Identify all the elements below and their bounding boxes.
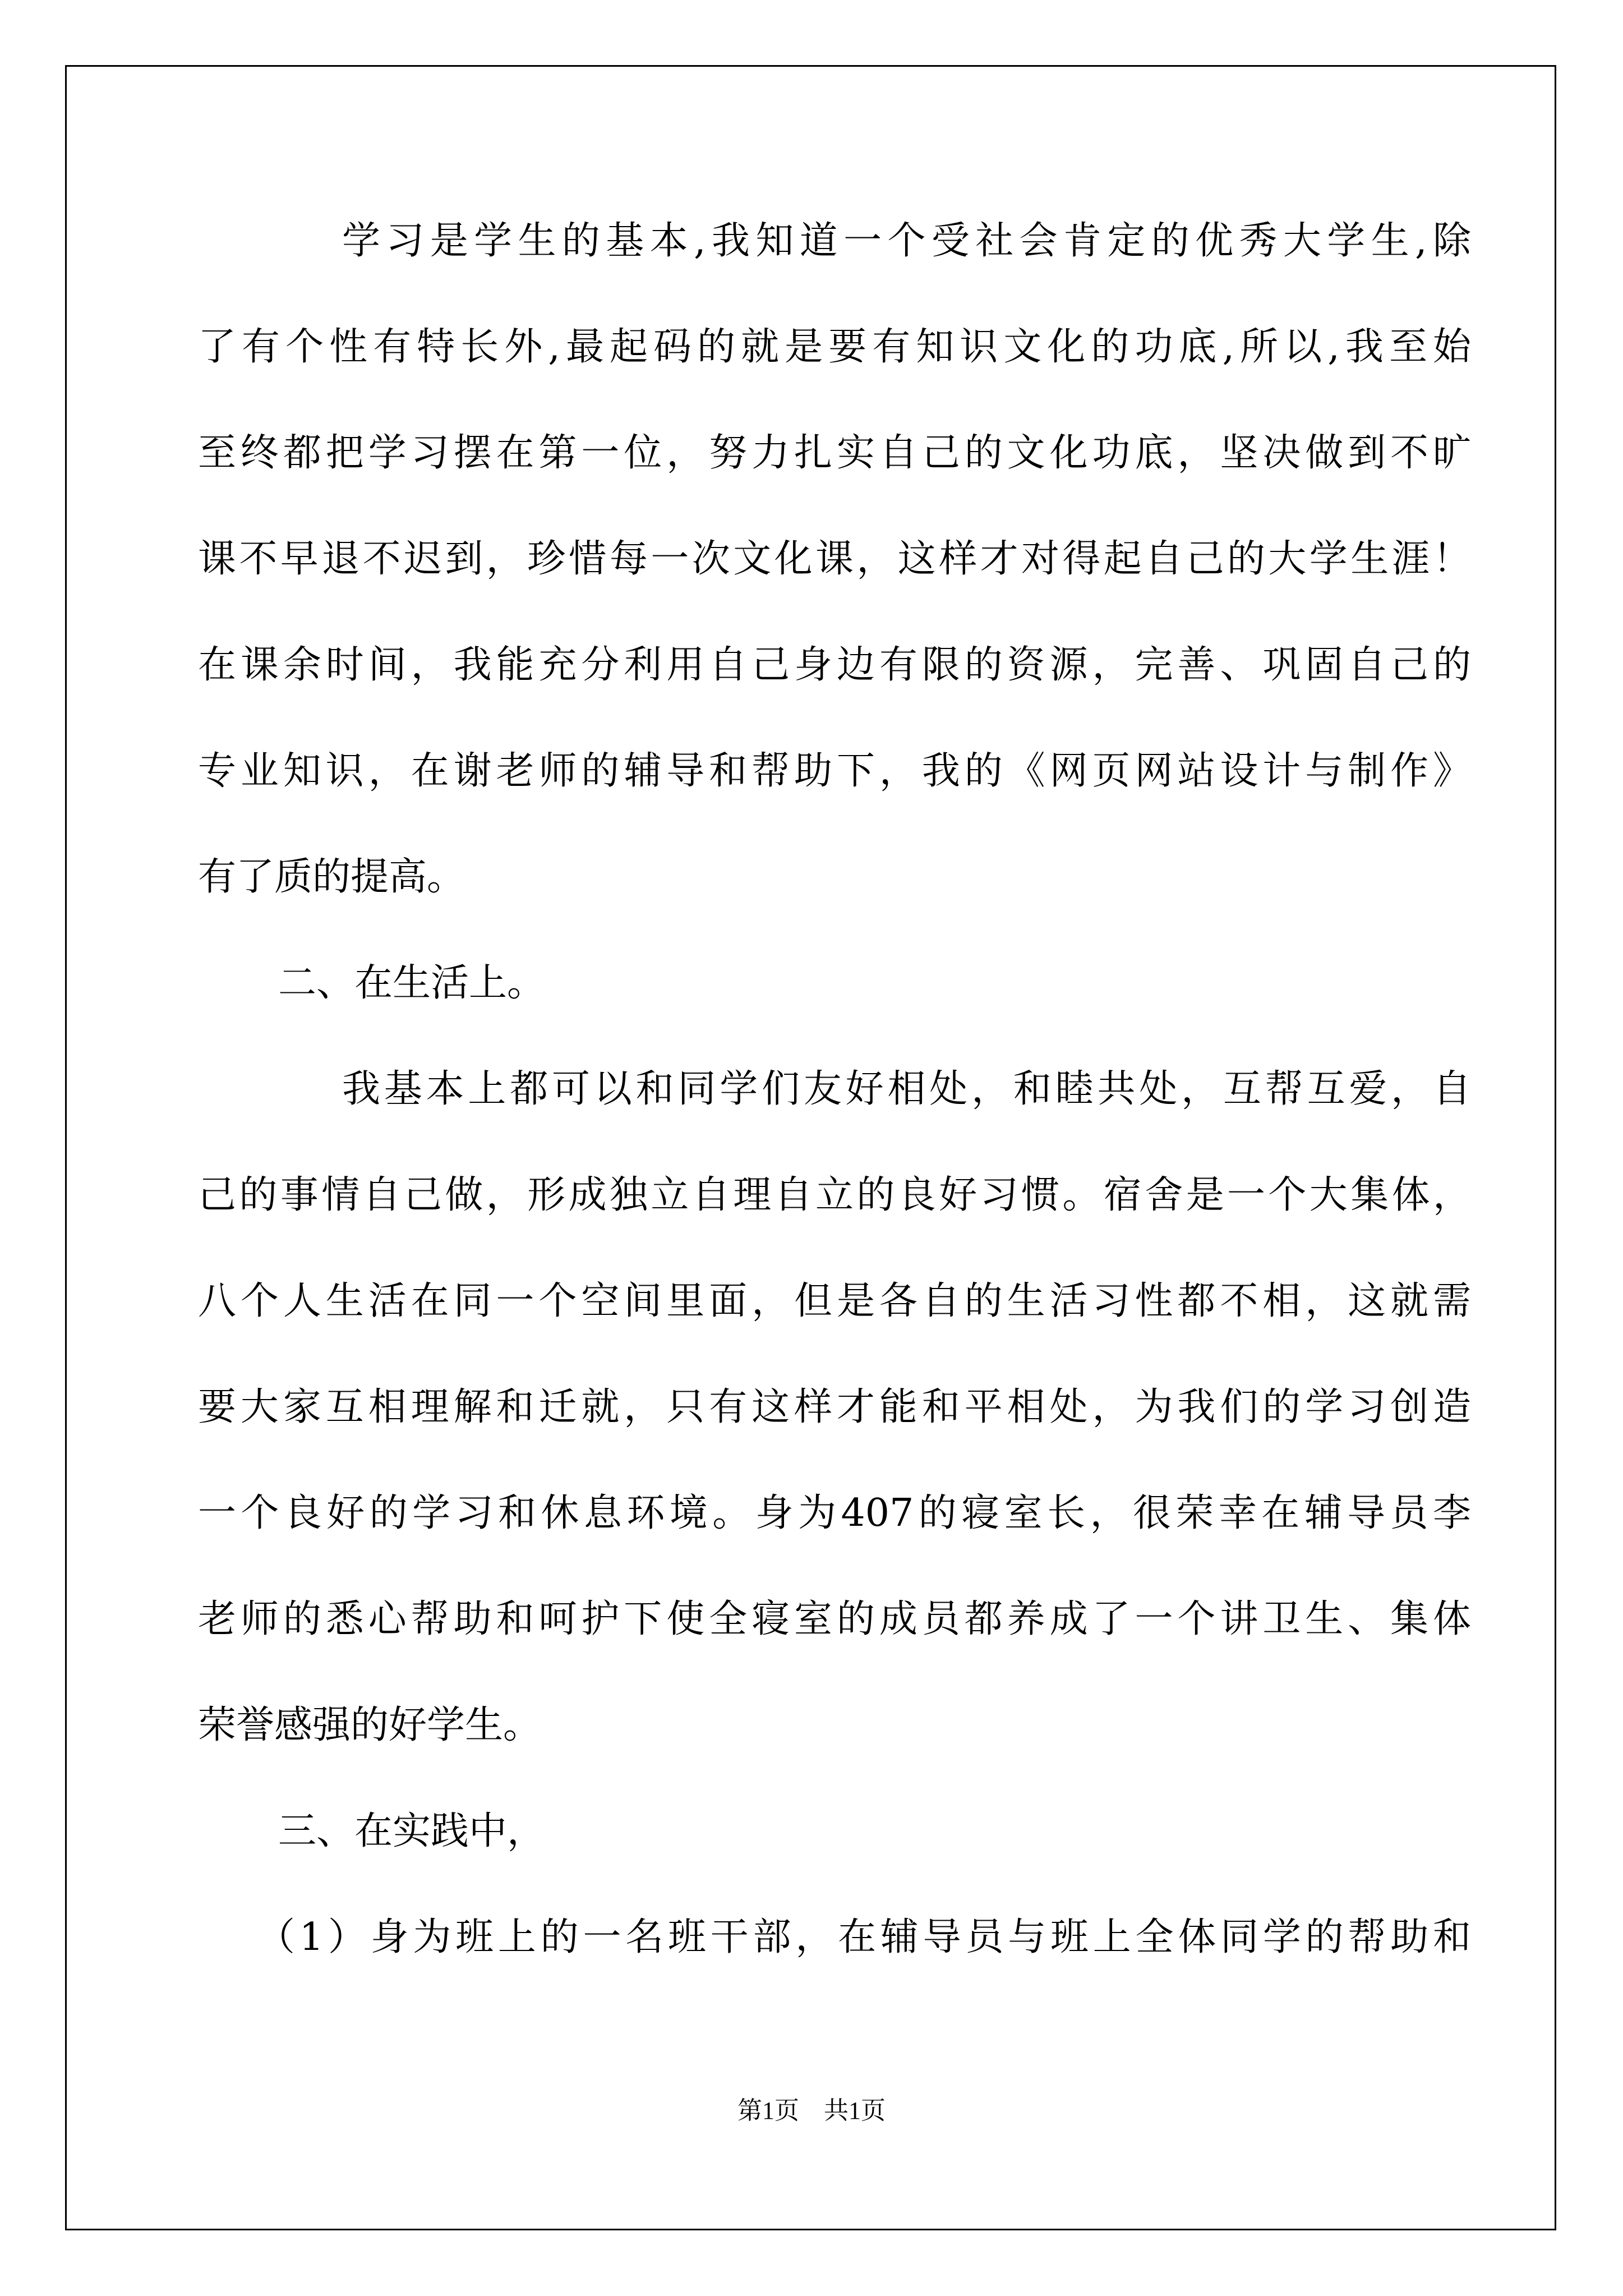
page-footer: 第1页 共1页 xyxy=(737,2097,886,2124)
paragraph-line: 己的事情自己做，形成独立自理自立的良好习惯。宿舍是一个大集体， xyxy=(198,1173,1471,1217)
paragraph-line: 专业知识，在谢老师的辅导和帮助下，我的《网页网站设计与制作》 xyxy=(198,749,1471,793)
section-heading: 二、在生活上。 xyxy=(278,961,546,1005)
page-border xyxy=(65,65,1556,2230)
paragraph-line: 至终都把学习摆在第一位，努力扎实自己的文化功底，坚决做到不旷 xyxy=(198,431,1471,475)
paragraph-line: 老师的悉心帮助和呵护下使全寝室的成员都养成了一个讲卫生、集体 xyxy=(198,1597,1471,1641)
paragraph-line: 课不早退不迟到，珍惜每一次文化课，这样才对得起自己的大学生涯！ xyxy=(198,537,1471,581)
paragraph-line: 一个良好的学习和休息环境。身为407的寝室长，很荣幸在辅导员李 xyxy=(198,1491,1471,1535)
paragraph-line: 荣誉感强的好学生。 xyxy=(198,1703,542,1747)
paragraph-line: 在课余时间，我能充分利用自己身边有限的资源，完善、巩固自己的 xyxy=(198,643,1471,687)
paragraph-line: 我基本上都可以和同学们友好相处，和睦共处，互帮互爱，自 xyxy=(342,1067,1471,1111)
paragraph-line: 学习是学生的基本,我知道一个受社会肯定的优秀大学生,除 xyxy=(342,219,1471,263)
paragraph-line: 了有个性有特长外,最起码的就是要有知识文化的功底,所以,我至始 xyxy=(198,325,1471,369)
paragraph-line: 有了质的提高。 xyxy=(198,855,465,899)
list-item: （1）身为班上的一名班干部，在辅导员与班上全体同学的帮助和 xyxy=(257,1915,1471,1959)
paragraph-line: 八个人生活在同一个空间里面，但是各自的生活习性都不相，这就需 xyxy=(198,1279,1471,1323)
paragraph-line: 要大家互相理解和迁就，只有这样才能和平相处，为我们的学习创造 xyxy=(198,1385,1471,1429)
section-heading: 三、在实践中， xyxy=(278,1809,546,1853)
